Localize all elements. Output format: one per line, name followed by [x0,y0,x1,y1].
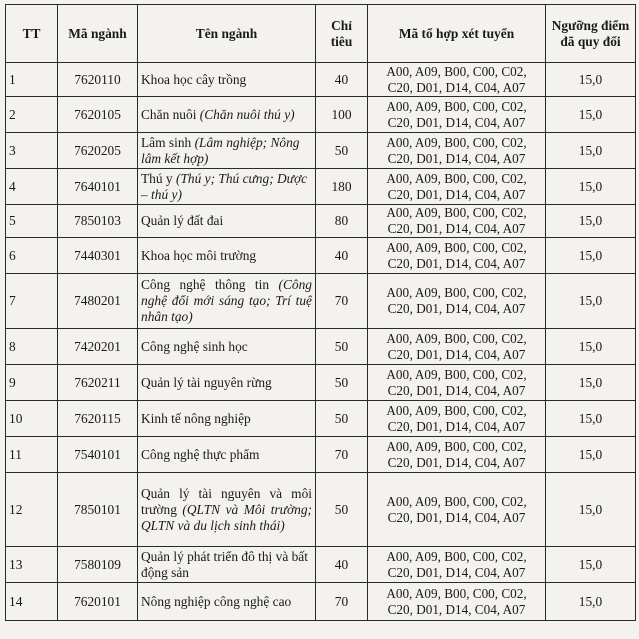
major-name: Khoa học cây trồng [141,71,247,87]
combo-line-2: C20, D01, D14, C04, A07 [387,564,526,580]
score-threshold: 15,0 [546,169,636,205]
major-name: Quản lý tài nguyên rừng [141,374,272,390]
combo-line-2: C20, D01, D14, C04, A07 [387,601,526,617]
major-code: 7620110 [58,63,138,97]
quota-value: 50 [316,473,368,547]
major-name: Chăn nuôi [141,106,197,122]
major-code: 7580109 [58,547,138,583]
combo-cell [368,329,546,365]
major-name-cell [138,205,316,238]
combo-line-1: A00, A09, B00, C00, C02, [386,548,527,564]
major-name-cell [138,97,316,133]
major-note: (Công nghệ đổi mới sáng tạo; Trí tuệ nhân tạo) [141,277,312,324]
combo-line-1: A00, A09, B00, C00, C02, [386,134,527,150]
table-row [6,583,636,621]
major-note: (Lâm nghiệp; Nông lâm kết hợp) [141,134,300,166]
major-code: 7420201 [58,329,138,365]
header-tt: TT [6,5,58,63]
score-threshold: 15,0 [546,365,636,401]
quota-value: 70 [316,583,368,621]
major-name: Quản lý tài nguyên và môi trường [141,485,312,517]
header-name: Tên ngành [138,5,316,63]
header-combo: Mã tổ hợp xét tuyển [368,5,546,63]
major-name: Công nghệ sinh học [141,338,248,354]
header-quota: Chỉ tiêu [316,5,368,63]
major-name: Quản lý phát triển đô thị và bất động sản [141,548,308,580]
major-name: Lâm sinh [141,134,192,150]
combo-cell [368,133,546,169]
table-row [6,238,636,274]
table-row [6,437,636,473]
major-name-cell [138,401,316,437]
row-number: 13 [6,547,58,583]
combo-line-1: A00, A09, B00, C00, C02, [386,330,527,346]
combo-line-1: A00, A09, B00, C00, C02, [386,98,527,114]
table-row [6,547,636,583]
combo-line-1: A00, A09, B00, C00, C02, [386,170,527,186]
major-name-cell [138,547,316,583]
quota-value: 50 [316,329,368,365]
table-row [6,63,636,97]
major-name-cell [138,583,316,621]
combo-line-2: C20, D01, D14, C04, A07 [387,301,526,316]
quota-value: 40 [316,63,368,97]
score-threshold: 15,0 [546,238,636,274]
table-row [6,365,636,401]
table-row [6,274,636,329]
table-row [6,205,636,238]
table-row [6,401,636,437]
combo-line-1: A00, A09, B00, C00, C02, [386,438,527,454]
combo-cell [368,437,546,473]
major-code: 7850103 [58,205,138,238]
combo-line-2: C20, D01, D14, C04, A07 [387,79,526,95]
combo-line-2: C20, D01, D14, C04, A07 [387,382,526,398]
major-code: 7620101 [58,583,138,621]
row-number: 1 [6,63,58,97]
table-row [6,473,636,547]
combo-line-1: A00, A09, B00, C00, C02, [386,63,527,79]
combo-line-1: A00, A09, B00, C00, C02, [386,585,527,601]
table-row [6,97,636,133]
row-number: 3 [6,133,58,169]
combo-cell [368,63,546,97]
quota-value: 100 [316,97,368,133]
major-note: (Chăn nuôi thú y) [199,106,295,122]
major-name-cell [138,63,316,97]
combo-cell [368,274,546,329]
major-code: 7640101 [58,169,138,205]
combo-cell [368,169,546,205]
combo-cell [368,401,546,437]
row-number: 12 [6,473,58,547]
combo-line-2: C20, D01, D14, C04, A07 [387,418,526,434]
combo-cell [368,238,546,274]
combo-line-2: C20, D01, D14, C04, A07 [387,221,526,236]
major-name-cell [138,365,316,401]
quota-value: 180 [316,169,368,205]
major-name: Công nghệ thông tin [141,277,270,292]
score-threshold: 15,0 [546,133,636,169]
combo-cell [368,205,546,238]
header-code: Mã ngành [58,5,138,63]
row-number: 8 [6,329,58,365]
combo-cell [368,365,546,401]
combo-cell [368,473,546,547]
row-number: 4 [6,169,58,205]
combo-cell [368,583,546,621]
score-threshold: 15,0 [546,63,636,97]
quota-value: 50 [316,365,368,401]
major-code: 7620105 [58,97,138,133]
score-threshold: 15,0 [546,473,636,547]
combo-cell [368,97,546,133]
quota-value: 50 [316,401,368,437]
row-number: 11 [6,437,58,473]
row-number: 6 [6,238,58,274]
major-code: 7620205 [58,133,138,169]
admission-table [5,4,636,621]
major-name-cell [138,238,316,274]
combo-line-2: C20, D01, D14, C04, A07 [387,346,526,362]
score-threshold: 15,0 [546,401,636,437]
combo-line-1: A00, A09, B00, C00, C02, [386,239,527,255]
combo-line-2: C20, D01, D14, C04, A07 [387,186,526,202]
major-code: 7620211 [58,365,138,401]
table-row [6,133,636,169]
header-row [6,5,636,63]
row-number: 9 [6,365,58,401]
score-threshold: 15,0 [546,329,636,365]
quota-value: 70 [316,437,368,473]
row-number: 10 [6,401,58,437]
major-name-cell [138,133,316,169]
combo-line-2: C20, D01, D14, C04, A07 [387,150,526,166]
combo-line-2: C20, D01, D14, C04, A07 [387,114,526,130]
combo-line-1: A00, A09, B00, C00, C02, [386,366,527,382]
major-name-cell [138,169,316,205]
row-number: 14 [6,583,58,621]
quota-value: 70 [316,274,368,329]
combo-line-2: C20, D01, D14, C04, A07 [387,454,526,470]
major-name-cell [138,437,316,473]
combo-line-1: A00, A09, B00, C00, C02, [386,402,527,418]
score-threshold: 15,0 [546,437,636,473]
major-name: Quản lý đất đai [141,213,224,228]
major-code: 7850101 [58,473,138,547]
row-number: 5 [6,205,58,238]
score-threshold: 15,0 [546,274,636,329]
quota-value: 40 [316,547,368,583]
combo-cell [368,547,546,583]
quota-value: 80 [316,205,368,238]
major-name-cell [138,329,316,365]
combo-line-1: A00, A09, B00, C00, C02, [386,493,527,509]
table-row [6,169,636,205]
combo-line-1: A00, A09, B00, C00, C02, [386,205,527,220]
major-note: (Thú y; Thú cưng; Dược – thú y) [141,170,308,202]
major-name: Khoa học môi trường [141,247,257,263]
major-code: 7540101 [58,437,138,473]
score-threshold: 15,0 [546,583,636,621]
score-threshold: 15,0 [546,547,636,583]
major-name: Công nghệ thực phẩm [141,446,260,462]
combo-line-1: A00, A09, B00, C00, C02, [386,285,527,300]
score-threshold: 15,0 [546,205,636,238]
row-number: 2 [6,97,58,133]
quota-value: 40 [316,238,368,274]
major-name: Thú y [141,170,173,186]
major-name-cell [138,473,316,547]
major-name: Nông nghiệp công nghệ cao [141,593,292,609]
major-name-cell [138,274,316,329]
row-number: 7 [6,274,58,329]
score-threshold: 15,0 [546,97,636,133]
table-row [6,329,636,365]
major-code: 7440301 [58,238,138,274]
major-name: Kinh tế nông nghiệp [141,410,251,426]
combo-line-2: C20, D01, D14, C04, A07 [387,255,526,271]
combo-line-2: C20, D01, D14, C04, A07 [387,509,526,525]
major-code: 7480201 [58,274,138,329]
quota-value: 50 [316,133,368,169]
header-score: Ngưỡng điểm đã quy đổi [546,5,636,63]
major-note: (QLTN và Môi trường; QLTN và du lịch sinh thái) [141,501,312,533]
major-code: 7620115 [58,401,138,437]
